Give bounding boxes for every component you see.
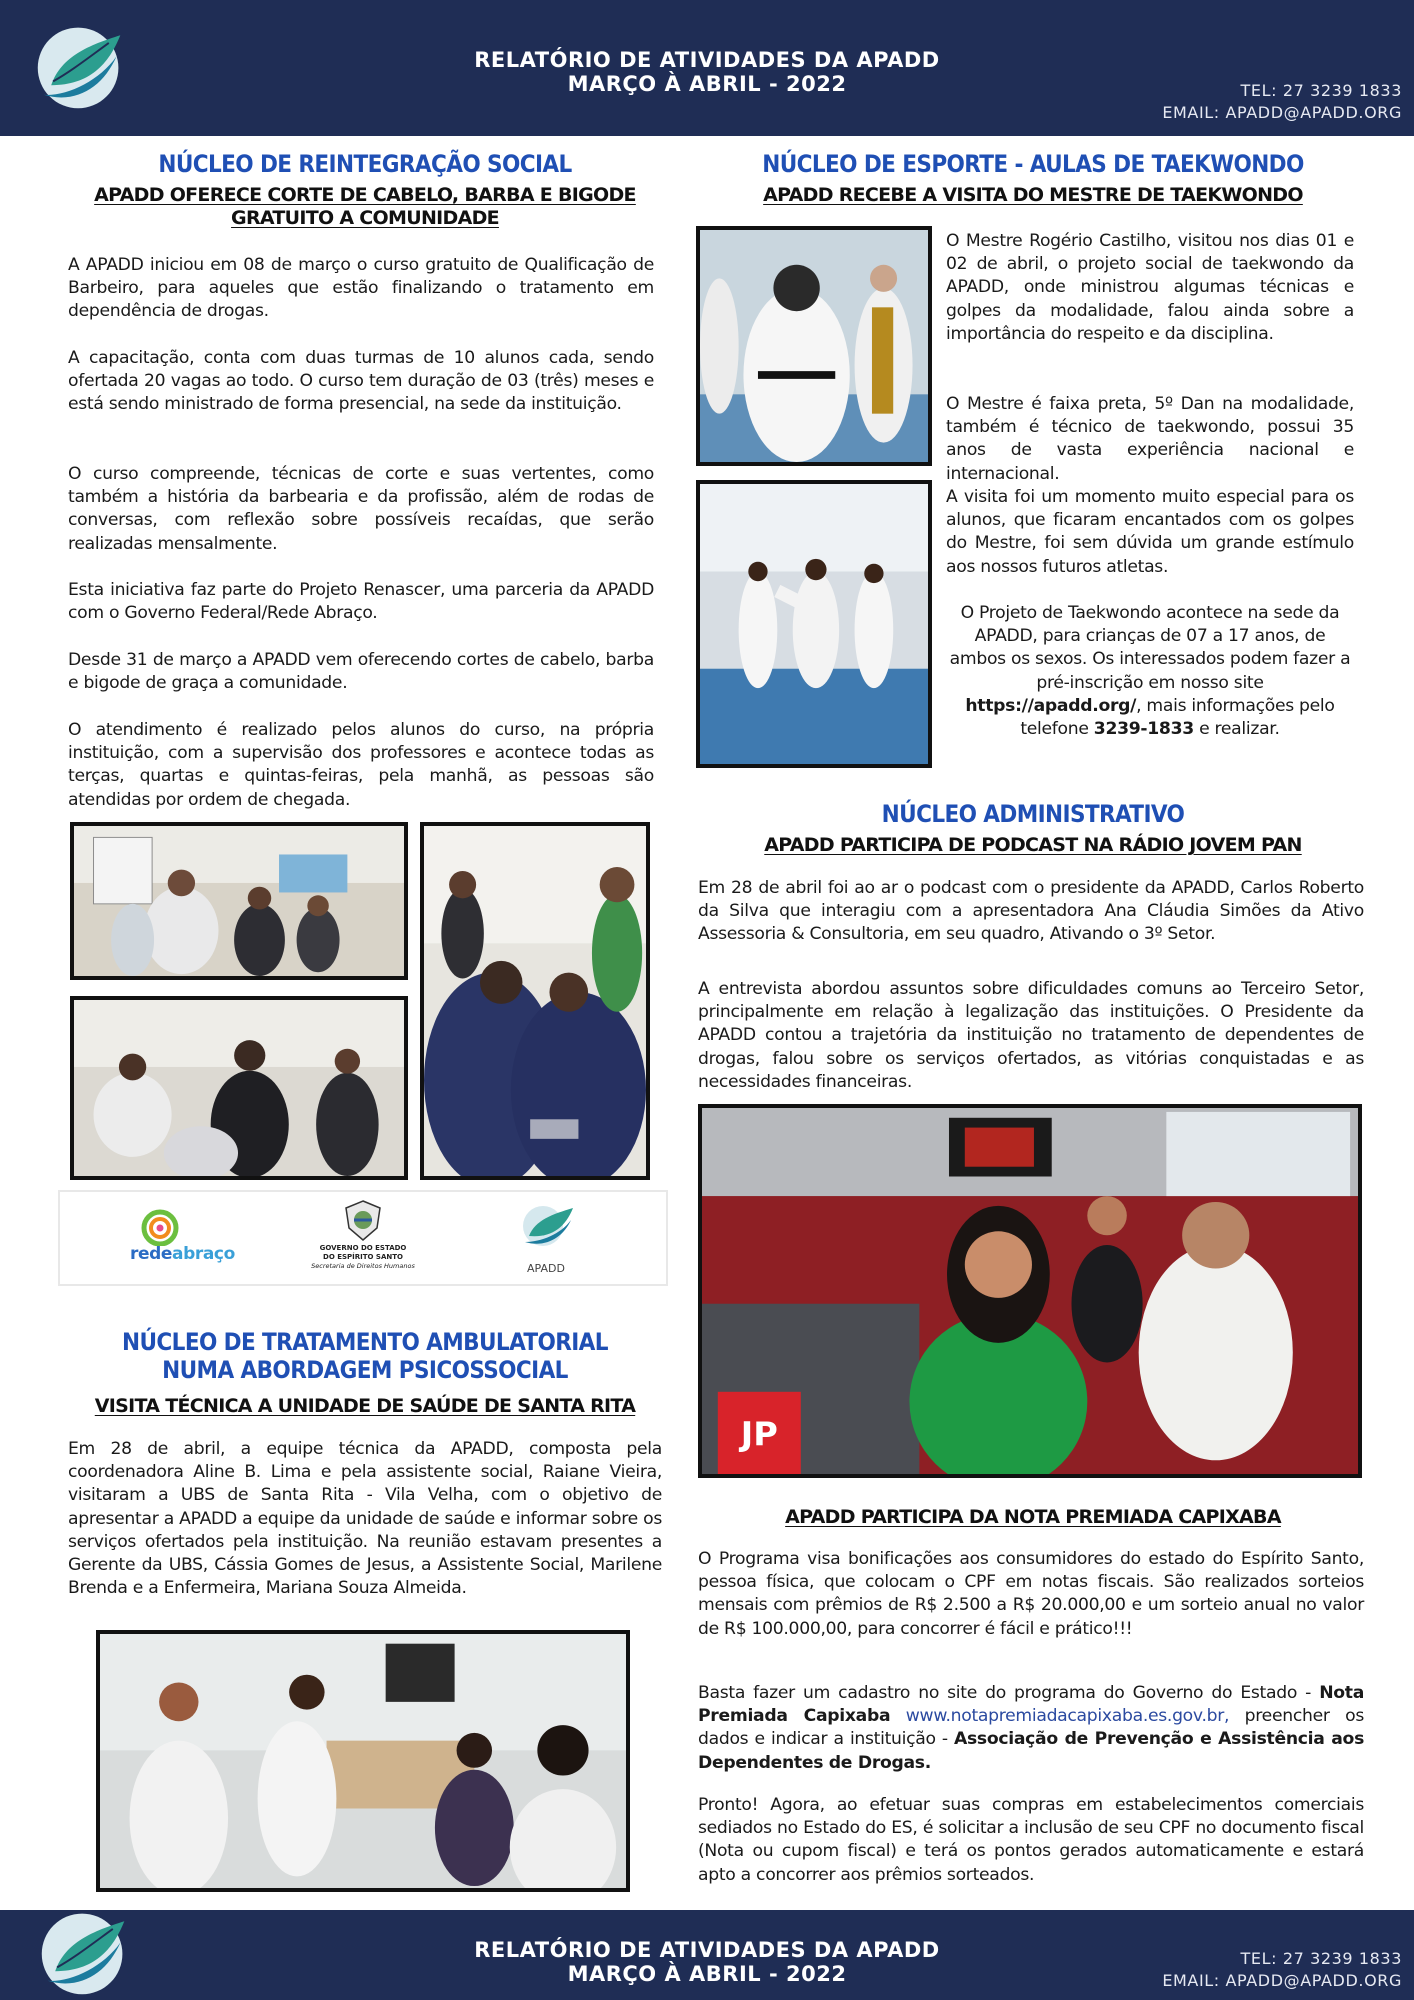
footer-band (0, 1910, 1414, 2000)
section-heading-ambulatorial (60, 1328, 670, 1384)
paragraph-esporte-4-text-a: O Projeto de Taekwondo acontece na sede da APADD, para crianças de 07 a 17 anos, de ambos os sexos. Os interessados podem fazer a pré-inscrição em nosso site (949, 603, 1351, 693)
report-title-line2: MARÇO À ABRIL - 2022 (567, 72, 847, 96)
footer-contact-info (1162, 1948, 1402, 1992)
paragraph-ambulatorial-1: Em 28 de abril, a equipe técnica da APADD, composta pela coordenadora Aline B. Lima e pela assistente social, Raiane Vieira, visitaram a UBS de Santa Rita - Vila Velha, com o objetivo de apresentar a APADD a equipe da unidade de saúde e informar sobre os serviços ofertados pela instituição. Na reunião estavam presentes a Gerente da UBS, Cássia Gomes de Jesus, a Assistente Social, Marilene Brenda e a Enfermeira, Mariana Souza Almeida. (68, 1439, 662, 1599)
paragraph-esporte-4-text-b: , mais informações pelo telefone (1020, 695, 1335, 740)
paragraph-esporte-1: O Mestre Rogério Castilho, visitou nos dias 01 e 02 de abril, o projeto social de taekwondo da APADD, onde ministrou algumas técnicas e golpes da modalidade, falou ainda sobre a importância do respeito e da disciplina. (946, 231, 1354, 344)
partner-logos (58, 1190, 668, 1286)
subheading-reintegracao (60, 184, 670, 230)
apadd-phone: 3239-1833 (1093, 719, 1194, 740)
nota-premiada-site-link[interactable]: www.notapremiadacapixaba.es.gov.br, (890, 1706, 1230, 1727)
paragraph-nota-2-text-b: preencher os dados e indicar a instituição - (698, 1706, 1364, 1750)
paragraph-nota-2-text-a: Basta fazer um cadastro no site do programa do Governo do Estado - (698, 1683, 1320, 1703)
subheading-ambulatorial: VISITA TÉCNICA A UNIDADE DE SAÚDE DE SANTA RITA (94, 1395, 636, 1417)
paragraph-administrativo-2: A entrevista abordou assuntos sobre dificuldades comuns ao Terceiro Setor, principalmente em relação à legalização das instituições. O Presidente da APADD contou a trajetória da instituição no tratamento de dependentes de drogas, falou sobre os serviços ofertados, as vitórias conquistadas e as necessidades financeiras. (698, 979, 1364, 1092)
rede-abraco-logo-icon (138, 1206, 182, 1246)
footer-title-line2: MARÇO À ABRIL - 2022 (567, 1962, 847, 1986)
paragraph-esporte-4 (946, 602, 1354, 741)
jovem-pan-logo: JP (740, 1414, 778, 1454)
paragraph-administrativo-1: Em 28 de abril foi ao ar o podcast com o presidente da APADD, Carlos Roberto da Silva que interagiu com a apresentadora Ana Cláudia Simões da Ativo Assessoria & Consultoria, em seu quadro, Ativando o 3º Setor. (698, 878, 1364, 945)
photo-taekwondo-1 (696, 226, 932, 466)
header-band (0, 0, 1414, 136)
contact-info (1162, 80, 1402, 124)
contact-tel: TEL: 27 3239 1833 (1240, 81, 1402, 100)
footer-contact-tel: TEL: 27 3239 1833 (1240, 1949, 1402, 1968)
subheading-reintegracao-line1: APADD OFERECE CORTE DE CABELO, BARBA E BIGODE (94, 184, 636, 206)
state-gov-line2: DO ESPÍRITO SANTO (323, 1253, 403, 1261)
state-gov-line3: Secretaria de Direitos Humanos (311, 1262, 415, 1270)
section-heading-reintegracao: NÚCLEO DE REINTEGRAÇÃO SOCIAL (158, 150, 572, 178)
apadd-site-link[interactable]: https://apadd.org/ (965, 695, 1137, 716)
paragraph-nota-1: O Programa visa bonificações aos consumidores do estado do Espírito Santo, pessoa física, que colocam o CPF em notas fiscais. São realizados sorteios mensais com prêmios de R$ 2.500 a R$ 20.000,00 e um sorteio anual no valor de R$ 100.000,00, para concorrer é fácil e prático!!! (698, 1549, 1364, 1639)
paragraph-esporte-2: O Mestre é faixa preta, 5º Dan na modalidade, também é técnico de taekwondo, possui 35 anos de vasta experiência nacional e internacional. (946, 394, 1354, 484)
apadd-small-wordmark: APADD (527, 1262, 565, 1275)
photo-barber-class-3 (70, 996, 408, 1180)
paragraph-esporte-4-text-c: e realizar. (1193, 719, 1280, 740)
photo-jovem-pan-podcast (698, 1104, 1362, 1478)
report-title-line1: RELATÓRIO DE ATIVIDADES DA APADD (474, 48, 940, 72)
rede-abraco-wordmark (130, 1244, 235, 1264)
state-coat-of-arms-icon (340, 1198, 386, 1244)
photo-ubs-visit (96, 1630, 630, 1892)
paragraph-nota-2 (698, 1682, 1364, 1775)
photo-taekwondo-2 (696, 480, 932, 768)
paragraph-reintegracao-4: Esta iniciativa faz parte do Projeto Renascer, uma parceria da APADD com o Governo Federal/Rede Abraço. (68, 580, 654, 624)
institution-name: Associação de Prevenção e Assistência aos Dependentes de Drogas. (698, 1729, 1364, 1773)
footer-title-line1: RELATÓRIO DE ATIVIDADES DA APADD (474, 1938, 940, 1962)
paragraph-reintegracao-6: O atendimento é realizado pelos alunos do curso, na própria instituição, com a supervisão dos professores e acontece todas as terças, quartas e quintas-feiras, pela manhã, as pessoas são atendidas por ordem de chegada. (68, 720, 654, 810)
subheading-nota-premiada: APADD PARTICIPA DA NOTA PREMIADA CAPIXABA (785, 1506, 1281, 1528)
program-name: Nota Premiada Capixaba (698, 1683, 1364, 1727)
photo-barber-class-1 (70, 822, 408, 980)
state-gov-text (310, 1244, 416, 1271)
subheading-reintegracao-line2: GRATUITO A COMUNIDADE (231, 207, 499, 229)
footer-contact-email: EMAIL: APADD@APADD.ORG (1162, 1971, 1402, 1990)
subheading-esporte: APADD RECEBE A VISITA DO MESTRE DE TAEKWONDO (763, 184, 1303, 206)
rede-abraco-wordmark-b: abraço (172, 1244, 235, 1264)
paragraph-reintegracao-5: Desde 31 de março a APADD vem oferecendo cortes de cabelo, barba e bigode de graça a comunidade. (68, 650, 654, 694)
paragraph-nota-3: Pronto! Agora, ao efetuar suas compras em estabelecimentos comerciais sediados no Estado do ES, é solicitar a inclusão de seu CPF no documento fiscal (Nota ou cupom fiscal) e terá os pontos gerados automaticamente e estará apto a concorrer aos prêmios sorteados. (698, 1795, 1364, 1885)
section-heading-ambulatorial-line1: NÚCLEO DE TRATAMENTO AMBULATORIAL (122, 1328, 608, 1356)
section-heading-administrativo: NÚCLEO ADMINISTRATIVO (881, 800, 1185, 828)
paragraph-reintegracao-3: O curso compreende, técnicas de corte e suas vertentes, como também a história da barbearia e da profissão, além de rodas de conversas, com reflexão sobre possíveis recaídas, que serão realizadas mensalmente. (68, 464, 654, 554)
paragraph-reintegracao-2: A capacitação, conta com duas turmas de 10 alunos cada, sendo ofertada 20 vagas ao todo. O curso tem duração de 03 (três) meses e está sendo ministrado de forma presencial, na sede da instituição. (68, 348, 654, 415)
section-heading-esporte: NÚCLEO DE ESPORTE - AULAS DE TAEKWONDO (762, 150, 1304, 178)
photo-barber-class-2 (420, 822, 650, 1180)
subheading-administrativo: APADD PARTICIPA DE PODCAST NA RÁDIO JOVEM PAN (764, 834, 1302, 856)
state-gov-line1: GOVERNO DO ESTADO (319, 1244, 407, 1252)
paragraph-reintegracao-1: A APADD iniciou em 08 de março o curso gratuito de Qualificação de Barbeiro, para aqueles que estão finalizando o tratamento em dependência de drogas. (68, 255, 654, 322)
section-heading-ambulatorial-line2: NUMA ABORDAGEM PSICOSSOCIAL (162, 1356, 568, 1384)
paragraph-esporte-3: A visita foi um momento muito especial para os alunos, que ficaram encantados com os golpes do Mestre, foi sem dúvida um grande estímulo aos nossos futuros atletas. (946, 487, 1354, 577)
contact-email: EMAIL: APADD@APADD.ORG (1162, 103, 1402, 122)
apadd-small-logo-icon (515, 1200, 577, 1250)
rede-abraco-wordmark-a: rede (130, 1244, 173, 1264)
